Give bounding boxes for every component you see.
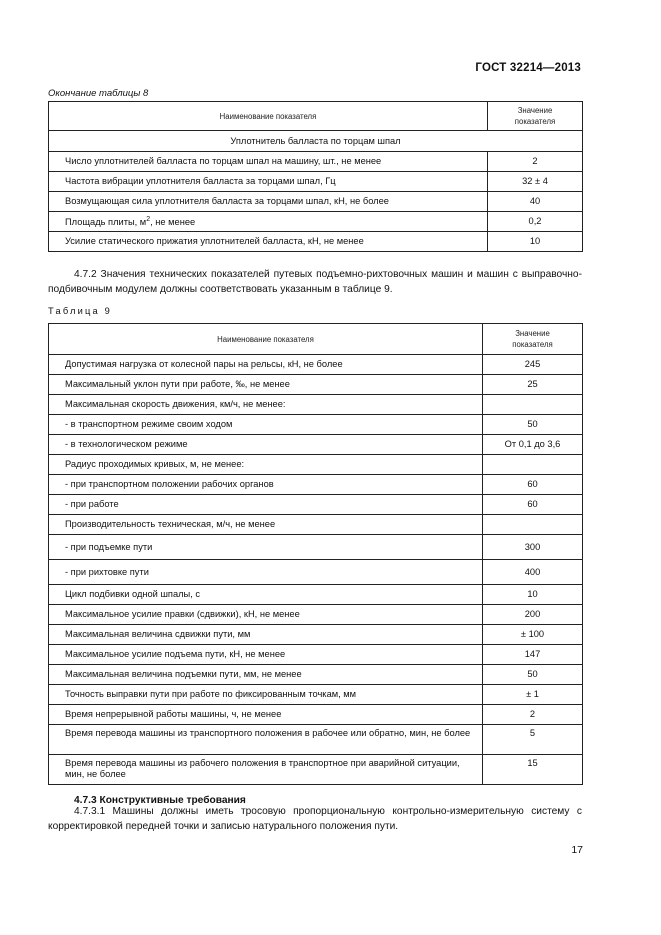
row-name: Возмущающая сила уплотнителя балласта за торцами шпал, кН, не более — [49, 192, 488, 212]
row-value: 50 — [483, 665, 583, 685]
row-name: Максимальное усилие подъема пути, кН, не менее — [49, 645, 483, 665]
table-row — [49, 665, 583, 685]
row-value: 300 — [483, 535, 583, 560]
table-row — [49, 232, 583, 252]
row-value: 25 — [483, 375, 583, 395]
row-name: Точность выправки пути при работе по фиксированным точкам, мм — [49, 685, 483, 705]
table-row — [49, 395, 583, 415]
row-value: 32 ± 4 — [488, 172, 583, 192]
table-row — [49, 172, 583, 192]
row-name: - в транспортном режиме своим ходом — [49, 415, 483, 435]
row-name: - в технологическом режиме — [49, 435, 483, 455]
table-row — [49, 625, 583, 645]
row-name: Время непрерывной работы машины, ч, не менее — [49, 705, 483, 725]
row-value — [483, 455, 583, 475]
row-value — [483, 515, 583, 535]
row-name: Цикл подбивки одной шпалы, с — [49, 585, 483, 605]
table-row — [49, 152, 583, 172]
table-row — [49, 685, 583, 705]
row-value: 40 — [488, 192, 583, 212]
row-value — [483, 395, 583, 415]
row-name: - при подъемке пути — [49, 535, 483, 560]
table9-col-name: Наименование показателя — [49, 324, 483, 355]
table8-section-title: Уплотнитель балласта по торцам шпал — [49, 131, 583, 152]
table-row — [49, 645, 583, 665]
paragraph-4-7-3-1: 4.7.3.1 Машины должны иметь тросовую пропорциональную контрольно-измерительную систему с корректировкой передней точки и записью натурального положения пути. — [48, 806, 582, 832]
table-row — [49, 212, 583, 232]
table-row — [49, 755, 583, 785]
table9-caption: Таблица 9 — [48, 306, 113, 316]
superscript: 2 — [146, 216, 151, 224]
table-row — [49, 560, 583, 585]
table9-col-value: Значение показателя — [483, 324, 583, 355]
table8-col-name: Наименование показателя — [49, 102, 488, 131]
row-value: 400 — [483, 560, 583, 585]
table-row — [49, 705, 583, 725]
table8-col-value: Значение показателя — [488, 102, 583, 131]
row-value: 50 — [483, 415, 583, 435]
row-name: Максимальная величина подъемки пути, мм, не менее — [49, 665, 483, 685]
row-name: Максимальная скорость движения, км/ч, не менее: — [49, 395, 483, 415]
section-4-7-3-title: 4.7.3 Конструктивные требования — [74, 795, 246, 806]
row-name: Усилие статического прижатия уплотнителей балласта, кН, не менее — [49, 232, 488, 252]
row-name: Число уплотнителей балласта по торцам шпал на машину, шт., не менее — [49, 152, 488, 172]
table-row — [49, 725, 583, 755]
table-row — [49, 605, 583, 625]
row-name: - при работе — [49, 495, 483, 515]
row-value: 2 — [488, 152, 583, 172]
row-name: Частота вибрации уплотнителя балласта за торцами шпал, Гц — [49, 172, 488, 192]
row-name: Радиус проходимых кривых, м, не менее: — [49, 455, 483, 475]
row-name-suffix: , не менее — [150, 217, 196, 228]
row-name: Производительность техническая, м/ч, не менее — [49, 515, 483, 535]
row-value: От 0,1 до 3,6 — [483, 435, 583, 455]
table9-header-row — [49, 324, 583, 355]
paragraph-4-7-2: 4.7.2 Значения технических показателей путевых подъемно-рихтовочных машин и машин с выправочно-подбивочным модулем должны соответствовать указанным в таблице 9. — [48, 269, 582, 295]
table8-continuation-caption: Окончание таблицы 8 — [48, 88, 149, 99]
table-row — [49, 475, 583, 495]
row-name: Максимальный уклон пути при работе, ‰, не менее — [49, 375, 483, 395]
row-value: 245 — [483, 355, 583, 375]
table-8 — [48, 101, 583, 252]
row-value: 10 — [488, 232, 583, 252]
row-name: Время перевода машины из транспортного положения в рабочее или обратно, мин, не более — [49, 725, 483, 755]
table-row — [49, 495, 583, 515]
table-row — [49, 515, 583, 535]
row-value: 5 — [483, 725, 583, 755]
row-name: Время перевода машины из рабочего положения в транспортное при аварийной ситуации, мин, не более — [49, 755, 483, 785]
table-9 — [48, 323, 583, 785]
row-name: Допустимая нагрузка от колесной пары на рельсы, кН, не более — [49, 355, 483, 375]
row-value: 10 — [483, 585, 583, 605]
row-name: - при транспортном положении рабочих органов — [49, 475, 483, 495]
row-value: 147 — [483, 645, 583, 665]
row-name — [49, 212, 488, 232]
row-value: 2 — [483, 705, 583, 725]
row-value: 60 — [483, 475, 583, 495]
table-row — [49, 192, 583, 212]
row-value: 200 — [483, 605, 583, 625]
row-value: 0,2 — [488, 212, 583, 232]
row-name-text: Площадь плиты, м — [65, 217, 147, 228]
document-header-standard: ГОСТ 32214—2013 — [475, 62, 581, 74]
page-number: 17 — [571, 844, 583, 856]
row-name: - при рихтовке пути — [49, 560, 483, 585]
row-name: Максимальная величина сдвижки пути, мм — [49, 625, 483, 645]
table-row — [49, 535, 583, 560]
row-name: Максимальное усилие правки (сдвижки), кН, не менее — [49, 605, 483, 625]
table8-section-row — [49, 131, 583, 152]
table-row — [49, 435, 583, 455]
row-value: ± 100 — [483, 625, 583, 645]
row-value: 15 — [483, 755, 583, 785]
table-row — [49, 355, 583, 375]
table-row — [49, 585, 583, 605]
table-row — [49, 375, 583, 395]
table-row — [49, 415, 583, 435]
table-row — [49, 455, 583, 475]
table8-header-row — [49, 102, 583, 131]
row-value: 60 — [483, 495, 583, 515]
row-value: ± 1 — [483, 685, 583, 705]
